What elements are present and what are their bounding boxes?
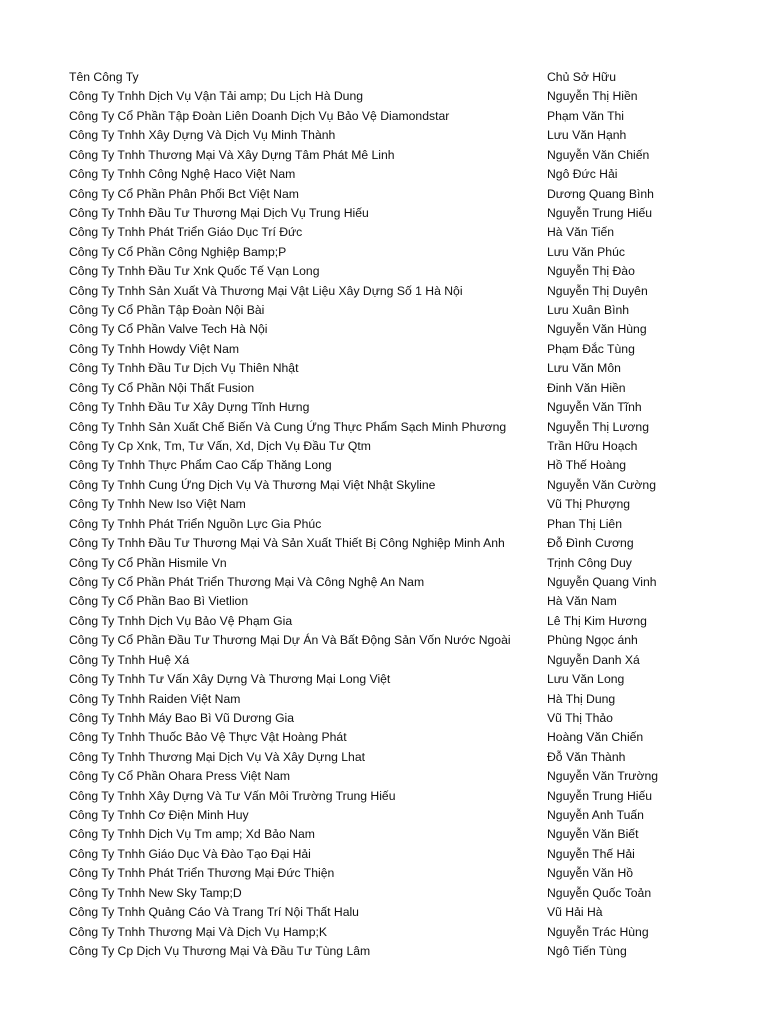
table-row xyxy=(0,107,768,126)
company-name: Công Ty Tnhh Phát Triển Giáo Dục Trí Đức xyxy=(69,225,303,240)
owner-name: Vũ Thị Thảo xyxy=(547,710,613,725)
table-row xyxy=(0,437,768,456)
company-name: Công Ty Tnhh Tư Vấn Xây Dựng Và Thương Mại Long Việt xyxy=(69,672,391,687)
owner-name: Nguyễn Anh Tuấn xyxy=(547,808,644,823)
company-name: Công Ty Tnhh Thương Mại Và Xây Dựng Tâm Phát Mê Linh xyxy=(69,147,395,162)
table-row xyxy=(0,185,768,204)
table-row xyxy=(0,320,768,339)
company-name: Công Ty Tnhh Raiden Việt Nam xyxy=(69,691,241,706)
table-row xyxy=(0,515,768,534)
company-name: Công Ty Tnhh Máy Bao Bì Vũ Dương Gia xyxy=(69,710,295,725)
owner-name: Nguyễn Văn Chiến xyxy=(547,147,650,162)
owner-name: Dương Quang Bình xyxy=(547,186,654,201)
owner-name: Ngô Tiến Tùng xyxy=(547,943,627,958)
company-name: Công Ty Cổ Phần Valve Tech Hà Nội xyxy=(69,322,268,337)
owner-name: Trần Hữu Hoạch xyxy=(547,439,638,454)
table-row xyxy=(0,243,768,262)
table-row xyxy=(0,554,768,573)
table-row xyxy=(0,204,768,223)
table-row xyxy=(0,748,768,767)
company-name: Công Ty Cổ Phần Tập Đoàn Liên Doanh Dịch Vụ Bảo Vệ Diamondstar xyxy=(69,108,450,123)
company-name: Công Ty Cổ Phần Phát Triển Thương Mại Và Công Nghệ An Nam xyxy=(69,574,425,589)
company-name: Công Ty Tnhh Xây Dựng Và Dịch Vụ Minh Thành xyxy=(69,128,336,143)
company-name: Công Ty Cổ Phần Tập Đoàn Nội Bài xyxy=(69,303,265,318)
table-row xyxy=(0,787,768,806)
company-name: Công Ty Tnhh Thương Mại Dịch Vụ Và Xây Dựng Lhat xyxy=(69,749,365,764)
owner-name: Nguyễn Quốc Toản xyxy=(547,885,652,900)
owner-name: Nguyễn Quang Vinh xyxy=(547,574,657,589)
rows-container xyxy=(0,87,768,961)
table-row xyxy=(0,165,768,184)
owner-name: Lưu Văn Hạnh xyxy=(547,128,627,143)
table-row xyxy=(0,942,768,961)
owner-name: Vũ Hải Hà xyxy=(547,905,603,920)
company-name: Công Ty Tnhh Dịch Vụ Bảo Vệ Phạm Gia xyxy=(69,613,293,628)
owner-name: Lưu Văn Long xyxy=(547,672,625,687)
company-name: Công Ty Tnhh Quảng Cáo Và Trang Trí Nội Thất Halu xyxy=(69,905,359,920)
company-name: Công Ty Tnhh Sản Xuất Chế Biến Và Cung Ứng Thực Phẩm Sạch Minh Phương xyxy=(69,419,507,434)
owner-name: Lê Thị Kim Hương xyxy=(547,613,647,628)
owner-name: Phùng Ngọc ánh xyxy=(547,633,638,648)
owner-name: Phạm Văn Thi xyxy=(547,108,625,123)
table-row xyxy=(0,340,768,359)
company-name: Công Ty Tnhh New Sky Tamp;D xyxy=(69,885,242,900)
owner-name: Hà Văn Nam xyxy=(547,594,617,609)
company-name: Công Ty Cp Xnk, Tm, Tư Vấn, Xd, Dịch Vụ Đầu Tư Qtm xyxy=(69,439,371,454)
owner-name: Ngô Đức Hải xyxy=(547,167,618,182)
company-name: Công Ty Tnhh Thực Phẩm Cao Cấp Thăng Long xyxy=(69,458,332,473)
company-name: Công Ty Cổ Phần Phân Phối Bct Việt Nam xyxy=(69,186,299,201)
owner-name: Nguyễn Văn Tĩnh xyxy=(547,400,642,415)
owner-name: Nguyễn Thị Đào xyxy=(547,264,635,279)
company-name: Công Ty Tnhh Howdy Việt Nam xyxy=(69,341,240,356)
table-row xyxy=(0,651,768,670)
company-name: Công Ty Cổ Phần Bao Bì Vietlion xyxy=(69,594,249,609)
table-row xyxy=(0,418,768,437)
company-name: Công Ty Tnhh Huệ Xá xyxy=(69,652,190,667)
table-row xyxy=(0,398,768,417)
table-row xyxy=(0,767,768,786)
company-name: Công Ty Tnhh New Iso Việt Nam xyxy=(69,497,246,512)
company-owner-list xyxy=(0,68,768,961)
company-name: Công Ty Tnhh Dịch Vụ Tm amp; Xd Bảo Nam xyxy=(69,827,315,842)
owner-name: Đỗ Đình Cương xyxy=(547,536,634,551)
company-name: Công Ty Cổ Phần Công Nghiệp Bamp;P xyxy=(69,244,287,259)
owner-name: Nguyễn Văn Hùng xyxy=(547,322,647,337)
owner-name: Hà Văn Tiến xyxy=(547,225,615,240)
owner-name: Lưu Văn Phúc xyxy=(547,244,625,259)
table-row xyxy=(0,456,768,475)
table-row xyxy=(0,223,768,242)
owner-name: Vũ Thị Phượng xyxy=(547,497,631,512)
header-row xyxy=(0,68,768,87)
owner-name: Trịnh Công Duy xyxy=(547,555,632,570)
owner-name: Nguyễn Trung Hiếu xyxy=(547,788,653,803)
table-row xyxy=(0,670,768,689)
company-name: Công Ty Tnhh Đầu Tư Dịch Vụ Thiên Nhật xyxy=(69,361,299,376)
table-row xyxy=(0,534,768,553)
company-name: Công Ty Tnhh Xây Dựng Và Tư Vấn Môi Trường Trung Hiếu xyxy=(69,788,396,803)
company-name: Công Ty Tnhh Cơ Điện Minh Huy xyxy=(69,808,249,823)
company-name: Công Ty Cổ Phần Đầu Tư Thương Mại Dự Án Và Bất Động Sản Vốn Nước Ngoài xyxy=(69,633,511,648)
company-name: Công Ty Tnhh Thương Mại Và Dịch Vụ Hamp;K xyxy=(69,924,327,939)
owner-name: Hoàng Văn Chiến xyxy=(547,730,644,745)
owner-name: Nguyễn Thị Duyên xyxy=(547,283,648,298)
company-name: Công Ty Cổ Phần Ohara Press Việt Nam xyxy=(69,769,291,784)
table-row xyxy=(0,379,768,398)
owner-name: Phan Thị Liên xyxy=(547,516,622,531)
table-row xyxy=(0,728,768,747)
table-row xyxy=(0,495,768,514)
company-name: Công Ty Tnhh Đầu Tư Xnk Quốc Tế Vạn Long xyxy=(69,264,320,279)
owner-name: Hồ Thế Hoàng xyxy=(547,458,627,473)
table-row xyxy=(0,592,768,611)
company-name: Công Ty Tnhh Phát Triển Nguồn Lực Gia Phúc xyxy=(69,516,322,531)
company-name: Công Ty Cổ Phần Hismile Vn xyxy=(69,555,227,570)
header-company: Tên Công Ty xyxy=(69,70,139,84)
table-row xyxy=(0,612,768,631)
company-name: Công Ty Tnhh Thuốc Bảo Vệ Thực Vật Hoàng Phát xyxy=(69,730,347,745)
company-name: Công Ty Tnhh Công Nghệ Haco Việt Nam xyxy=(69,167,296,182)
company-name: Công Ty Tnhh Đầu Tư Thương Mại Và Sản Xuất Thiết Bị Công Nghiệp Minh Anh xyxy=(69,536,505,551)
company-name: Công Ty Tnhh Đầu Tư Thương Mại Dịch Vụ Trung Hiếu xyxy=(69,205,369,220)
company-name: Công Ty Cổ Phần Nội Thất Fusion xyxy=(69,380,255,395)
owner-name: Phạm Đắc Tùng xyxy=(547,341,635,356)
table-row xyxy=(0,806,768,825)
table-row xyxy=(0,476,768,495)
owner-name: Nguyễn Văn Biết xyxy=(547,827,639,842)
table-row xyxy=(0,845,768,864)
table-row xyxy=(0,884,768,903)
table-row xyxy=(0,709,768,728)
owner-name: Đỗ Văn Thành xyxy=(547,749,626,764)
owner-name: Nguyễn Danh Xá xyxy=(547,652,640,667)
table-row xyxy=(0,126,768,145)
company-name: Công Ty Tnhh Giáo Dục Và Đào Tạo Đại Hải xyxy=(69,846,311,861)
table-row xyxy=(0,923,768,942)
table-row xyxy=(0,146,768,165)
owner-name: Nguyễn Văn Hồ xyxy=(547,866,634,881)
company-name: Công Ty Tnhh Dịch Vụ Vận Tải amp; Du Lịch Hà Dung xyxy=(69,89,364,104)
owner-name: Nguyễn Trung Hiếu xyxy=(547,205,653,220)
header-owner: Chủ Sở Hữu xyxy=(547,70,616,84)
table-row xyxy=(0,87,768,106)
company-name: Công Ty Tnhh Đầu Tư Xây Dựng Tĩnh Hưng xyxy=(69,400,310,415)
company-name: Công Ty Tnhh Sản Xuất Và Thương Mại Vật Liệu Xây Dựng Số 1 Hà Nội xyxy=(69,283,463,298)
table-row xyxy=(0,262,768,281)
owner-name: Lưu Xuân Bình xyxy=(547,303,630,318)
owner-name: Nguyễn Thị Lương xyxy=(547,419,649,434)
table-row xyxy=(0,903,768,922)
table-row xyxy=(0,301,768,320)
owner-name: Nguyễn Thị Hiền xyxy=(547,89,638,104)
owner-name: Nguyễn Thế Hải xyxy=(547,846,635,861)
table-row xyxy=(0,359,768,378)
table-row xyxy=(0,690,768,709)
table-row xyxy=(0,864,768,883)
table-row xyxy=(0,573,768,592)
owner-name: Hà Thị Dung xyxy=(547,691,616,706)
table-row xyxy=(0,825,768,844)
company-name: Công Ty Tnhh Phát Triển Thương Mại Đức Thiện xyxy=(69,866,335,881)
owner-name: Nguyễn Văn Trường xyxy=(547,769,659,784)
owner-name: Nguyễn Trác Hùng xyxy=(547,924,649,939)
company-name: Công Ty Tnhh Cung Ứng Dịch Vụ Và Thương Mại Việt Nhật Skyline xyxy=(69,477,436,492)
owner-name: Đinh Văn Hiền xyxy=(547,380,626,395)
table-row xyxy=(0,631,768,650)
owner-name: Nguyễn Văn Cường xyxy=(547,477,656,492)
owner-name: Lưu Văn Môn xyxy=(547,361,621,376)
company-name: Công Ty Cp Dịch Vụ Thương Mại Và Đầu Tư Tùng Lâm xyxy=(69,943,371,958)
table-row xyxy=(0,282,768,301)
